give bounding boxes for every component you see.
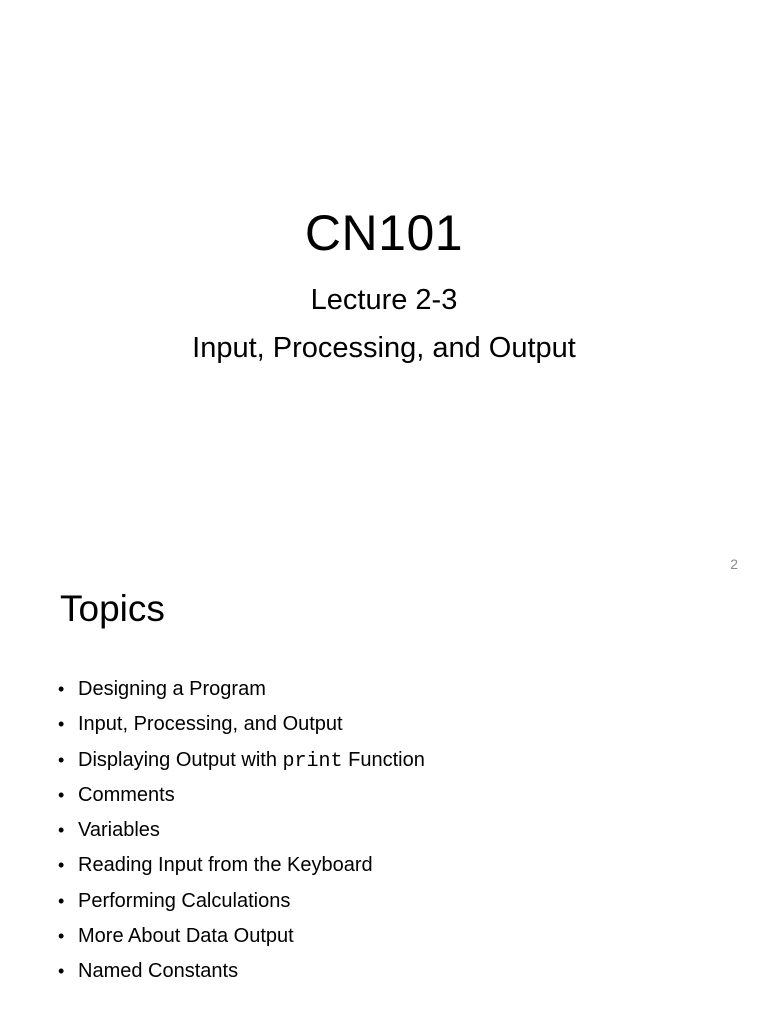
topic-item	[58, 813, 425, 848]
topic-item	[58, 778, 425, 813]
topic-text: Named Constants	[78, 960, 239, 983]
topics-heading: Topics	[60, 588, 165, 629]
topic-item	[58, 919, 425, 954]
topic-text: More About Data Output	[78, 925, 294, 948]
bullet-icon: •	[58, 714, 65, 735]
bullet-icon: •	[58, 820, 65, 841]
topic-item	[58, 707, 425, 742]
bullet-icon: •	[58, 784, 65, 805]
topic-text: Input, Processing, and Output	[78, 713, 343, 736]
topic-text: Variables	[78, 819, 160, 842]
bullet-icon: •	[58, 926, 65, 947]
topic-text: Designing a Program	[78, 678, 266, 700]
bullet-icon: •	[58, 890, 65, 911]
bullet-icon: •	[58, 855, 65, 876]
slide-subtitle-topic: Input, Processing, and Output	[192, 332, 576, 364]
topic-item	[58, 884, 425, 919]
topic-text: Comments	[78, 783, 175, 806]
topic-text-after: Function	[342, 748, 425, 771]
topic-item	[58, 672, 425, 707]
bullet-icon: •	[58, 749, 65, 770]
topic-item	[58, 848, 425, 883]
topic-code: print	[282, 749, 343, 773]
topic-item	[58, 954, 425, 989]
slide-subtitle-lecture: Lecture 2-3	[310, 284, 458, 316]
topics-list	[58, 672, 425, 990]
topic-text: Performing Calculations	[78, 889, 291, 912]
slide-title: CN101	[304, 205, 464, 261]
topic-text: Reading Input from the Keyboard	[78, 854, 373, 877]
bullet-icon: •	[58, 961, 65, 982]
page-number: 2	[730, 556, 738, 572]
topic-text-before: Displaying Output with	[78, 748, 283, 771]
topic-item	[58, 743, 425, 778]
bullet-icon: •	[58, 679, 65, 699]
